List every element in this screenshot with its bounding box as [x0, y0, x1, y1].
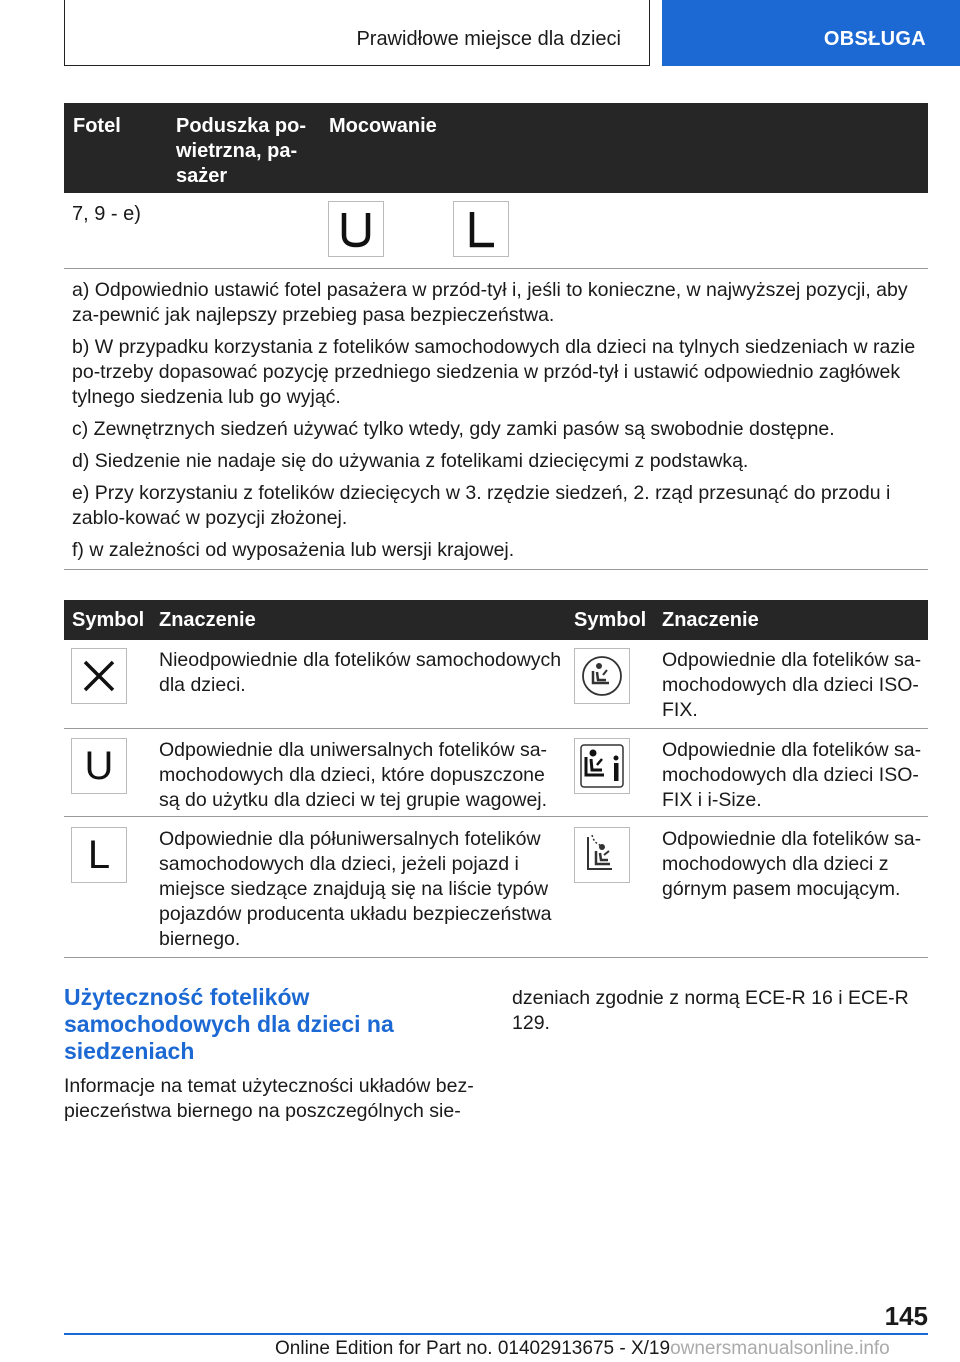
- footer-edition: [275, 1338, 890, 1360]
- col-mocowanie: Mocowanie: [329, 115, 437, 137]
- symbol-table-row: [64, 640, 928, 729]
- footnote: e) Przy korzystaniu z fotelików dziecięcych w 3. rzędzie siedzeń, 2. rząd przesunąć do przodu i zablo-kować w pozycji złożonej.: [72, 482, 891, 529]
- symbol-table-row: [64, 729, 928, 817]
- meaning-text: Odpowiednie dla uniwersalnych fotelików sa-mochodowych dla dzieci, które dopuszczone są do użytku dla dzieci w tej grupie wagowej.: [159, 739, 548, 811]
- footnotes: [64, 278, 928, 570]
- col-symbol-left: Symbol: [72, 609, 145, 631]
- symbol-table-row: [64, 817, 928, 958]
- semi-universal-l-icon: [453, 201, 509, 257]
- col-meaning-right: Znaczenie: [662, 609, 759, 631]
- section-heading: Użyteczność fotelików samochodowych dla dzieci na siedzeniach: [64, 984, 394, 1064]
- page-number: 145: [884, 1301, 928, 1331]
- col-symbol-right: Symbol: [574, 609, 647, 631]
- col-meaning-left: Znaczenie: [159, 609, 256, 631]
- meaning-text: Nieodpowiednie dla fotelików samochodowych dla dzieci.: [159, 649, 562, 696]
- meaning-text: Odpowiednie dla fotelików sa-mochodowych dla dzieci ISO-FIX.: [662, 649, 922, 721]
- watermark[interactable]: ownersmanualsonline.info: [670, 1338, 890, 1359]
- footnote: d) Siedzenie nie nadaje się do używania z fotelikami dziecięcymi z podstawką.: [72, 450, 749, 472]
- seat-table-row: [64, 193, 928, 269]
- footnote: b) W przypadku korzystania z fotelików samochodowych dla dzieci na tylnych siedzeniach w razie po-trzeby dopasować pozycję przedniego siedzenia w przód-tył i ustawić odpowiednio zagłówek tylnego siedzenia lub go wyjąć.: [72, 336, 916, 408]
- top-tether-icon: [574, 827, 630, 883]
- col-airbag: Poduszka po- wietrzna, pa- sażer: [176, 115, 307, 187]
- footnote: a) Odpowiednio ustawić fotel pasażera w przód-tył i, jeśli to konieczne, w najwyższej pozycji, aby za-pewnić jak najlepszy przebieg pasa bezpieczeństwa.: [72, 279, 908, 326]
- cross-icon: [71, 648, 127, 704]
- footnote: c) Zewnętrznych siedzeń używać tylko wtedy, gdy zamki pasów są swobodnie dostępne.: [72, 418, 835, 440]
- section-title: Prawidłowe miejsce dla dzieci: [356, 28, 621, 50]
- edition-text: Online Edition for Part no. 01402913675 - X/19: [275, 1338, 671, 1359]
- col-fotel: Fotel: [73, 115, 121, 137]
- symbol-table-header: [64, 600, 928, 640]
- meaning-text: Odpowiednie dla półuniwersalnych fotelików samochodowych dla dzieci, jeżeli pojazd i miejsce siedzące znajdują się na liście typów pojazdów producenta układu bezpieczeństwa biernego.: [159, 828, 552, 950]
- chapter-tab[interactable]: [662, 0, 960, 66]
- semi-universal-l-icon: L: [71, 827, 127, 883]
- meaning-text: Odpowiednie dla fotelików sa-mochodowych dla dzieci z górnym pasem mocującym.: [662, 828, 922, 900]
- footer-rule: [64, 1333, 928, 1335]
- seat-table-header: [64, 103, 928, 193]
- header-title-box: [64, 0, 650, 66]
- universal-u-icon: U: [71, 738, 127, 794]
- footnote: f) w zależności od wyposażenia lub wersji krajowej.: [72, 539, 515, 561]
- fotel-value: 7, 9 - e): [72, 203, 141, 225]
- section-body-left: Informacje na temat użyteczności układów bez-pieczeństwa biernego na poszczególnych sie-: [64, 1075, 474, 1122]
- meaning-text: Odpowiednie dla fotelików sa-mochodowych dla dzieci ISO-FIX i i-Size.: [662, 739, 922, 811]
- divider: [64, 569, 928, 570]
- universal-u-icon: [328, 201, 384, 257]
- chapter-tab-label: OBSŁUGA: [823, 28, 926, 50]
- isofix-seat-icon: [574, 648, 630, 704]
- section-body-right: dzeniach zgodnie z normą ECE-R 16 i ECE-R 129.: [512, 987, 909, 1034]
- isofix-isize-icon: [574, 738, 630, 794]
